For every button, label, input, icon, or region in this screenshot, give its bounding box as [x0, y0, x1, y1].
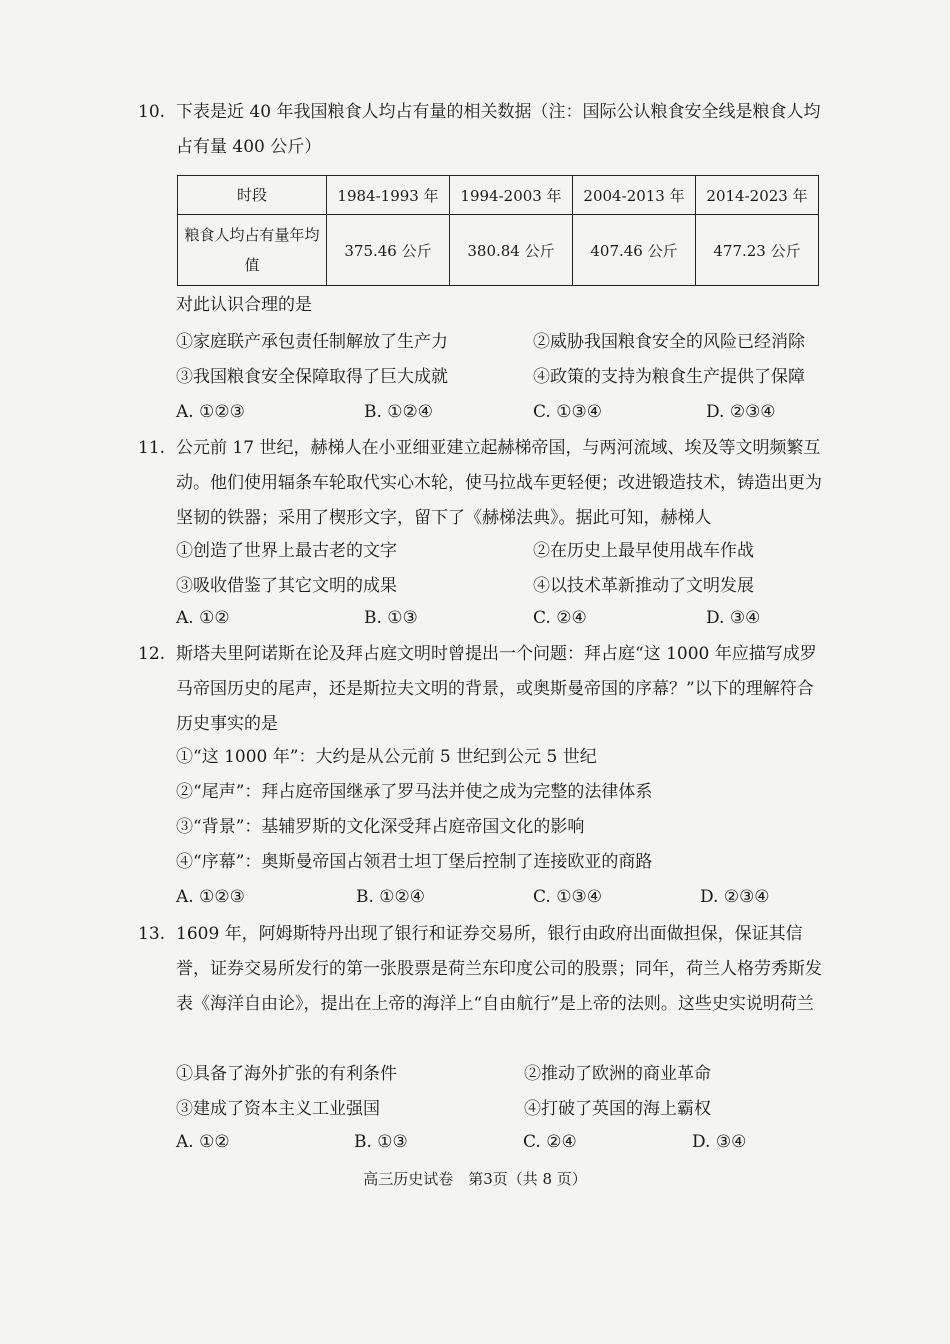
options-row — [176, 882, 826, 912]
table-row — [178, 215, 819, 286]
option-d[interactable]: D. ②③④ — [700, 887, 770, 907]
table-row-label: 粮食人均占有量年均值 — [178, 215, 327, 286]
statement: ④以技术革新推动了文明发展 — [533, 576, 754, 596]
options-row — [176, 603, 826, 633]
table-header-cell: 1984-1993 年 — [327, 176, 450, 215]
statement: ③建成了资本主义工业强国 — [176, 1099, 380, 1119]
option-b[interactable]: B. ①③ — [354, 1132, 408, 1152]
options-row — [176, 397, 826, 427]
table-header-cell: 2004-2013 年 — [573, 176, 696, 215]
option-c[interactable]: C. ①③④ — [533, 402, 602, 422]
question-stem: 斯塔夫里阿诺斯在论及拜占庭文明时曾提出一个问题：拜占庭“这 1000 年应描写成罗马帝国历史的尾声，还是斯拉夫文明的背景，或奥斯曼帝国的序幕？”以下的理解符合历史事实的是 — [176, 644, 817, 734]
options-row — [176, 1127, 826, 1157]
question-13 — [138, 917, 828, 1022]
table-cell: 380.84 公斤 — [450, 215, 573, 286]
table-cell: 477.23 公斤 — [696, 215, 819, 286]
question-number: 12. — [138, 644, 166, 664]
statement: ②威胁我国粮食安全的风险已经消除 — [533, 332, 805, 352]
option-d[interactable]: D. ②③④ — [706, 402, 776, 422]
table-cell: 375.46 公斤 — [327, 215, 450, 286]
question-stem: 公元前 17 世纪，赫梯人在小亚细亚建立起赫梯帝国，与两河流域、埃及等文明频繁互动。他们使用辐条车轮取代实心木轮，使马拉战车更轻便；改进锻造技术，铸造出更为坚韧的铁器；采用了楔形文字，留下了《赫梯法典》。据此可知，赫梯人 — [176, 438, 822, 528]
table-cell: 407.46 公斤 — [573, 215, 696, 286]
option-a[interactable]: A. ①② — [176, 608, 230, 628]
statement-row — [176, 362, 826, 392]
option-a[interactable]: A. ①② — [176, 1132, 230, 1152]
option-c[interactable]: C. ②④ — [523, 1132, 577, 1152]
question-number: 13. — [138, 924, 166, 944]
question-stem: 1609 年，阿姆斯特丹出现了银行和证券交易所，银行由政府出面做担保，保证其信誉，证券交易所发行的第一张股票是荷兰东印度公司的股票；同年，荷兰人格劳秀斯发表《海洋自由论》，提出在上帝的海洋上“自由航行”是上帝的法则。这些史实说明荷兰 — [176, 924, 822, 1014]
statement-row — [176, 571, 826, 601]
question-prompt: 对此认识合理的是 — [176, 295, 312, 315]
option-d[interactable]: D. ③④ — [692, 1132, 747, 1152]
statement: ④打破了英国的海上霸权 — [524, 1099, 711, 1119]
table-header-row — [178, 176, 819, 215]
statement: ③我国粮食安全保障取得了巨大成就 — [176, 367, 448, 387]
question-11 — [138, 431, 828, 536]
question-10 — [138, 95, 828, 165]
statement: ④政策的支持为粮食生产提供了保障 — [533, 367, 805, 387]
option-c[interactable]: C. ②④ — [533, 608, 587, 628]
option-b[interactable]: B. ①②④ — [356, 887, 426, 907]
option-d[interactable]: D. ③④ — [706, 608, 761, 628]
option-a[interactable]: A. ①②③ — [176, 887, 245, 907]
question-number: 11. — [138, 438, 166, 458]
statement: ②“尾声”：拜占庭帝国继承了罗马法并使之成为完整的法律体系 — [176, 782, 653, 802]
statement: ④“序幕”：奥斯曼帝国占领君士坦丁堡后控制了连接欧亚的商路 — [176, 852, 653, 872]
table-header-cell: 2014-2023 年 — [696, 176, 819, 215]
option-b[interactable]: B. ①②④ — [364, 402, 434, 422]
statement: ①具备了海外扩张的有利条件 — [176, 1064, 397, 1084]
statement-row — [176, 536, 826, 566]
question-number: 10. — [138, 102, 166, 122]
statement: ②在历史上最早使用战车作战 — [533, 541, 754, 561]
question-12 — [138, 637, 828, 742]
statement: ①家庭联产承包责任制解放了生产力 — [176, 332, 448, 352]
option-a[interactable]: A. ①②③ — [176, 402, 245, 422]
statement: ③吸收借鉴了其它文明的成果 — [176, 576, 397, 596]
question-stem: 下表是近 40 年我国粮食人均占有量的相关数据（注：国际公认粮食安全线是粮食人均占有量 400 公斤） — [176, 102, 821, 157]
statement-row — [176, 327, 826, 357]
table-header-cell: 时段 — [178, 176, 327, 215]
table-header-cell: 1994-2003 年 — [450, 176, 573, 215]
statement: ①“这 1000 年”：大约是从公元前 5 世纪到公元 5 世纪 — [176, 747, 597, 767]
grain-data-table — [177, 175, 819, 286]
option-c[interactable]: C. ①③④ — [533, 887, 602, 907]
page-footer: 高三历史试卷 第3页（共 8 页） — [363, 1170, 587, 1188]
option-b[interactable]: B. ①③ — [364, 608, 418, 628]
statement-row — [176, 1059, 826, 1089]
statement: ①创造了世界上最古老的文字 — [176, 541, 397, 561]
statement: ③“背景”：基辅罗斯的文化深受拜占庭帝国文化的影响 — [176, 817, 585, 837]
statement-row — [176, 1094, 826, 1124]
statement: ②推动了欧洲的商业革命 — [524, 1064, 711, 1084]
